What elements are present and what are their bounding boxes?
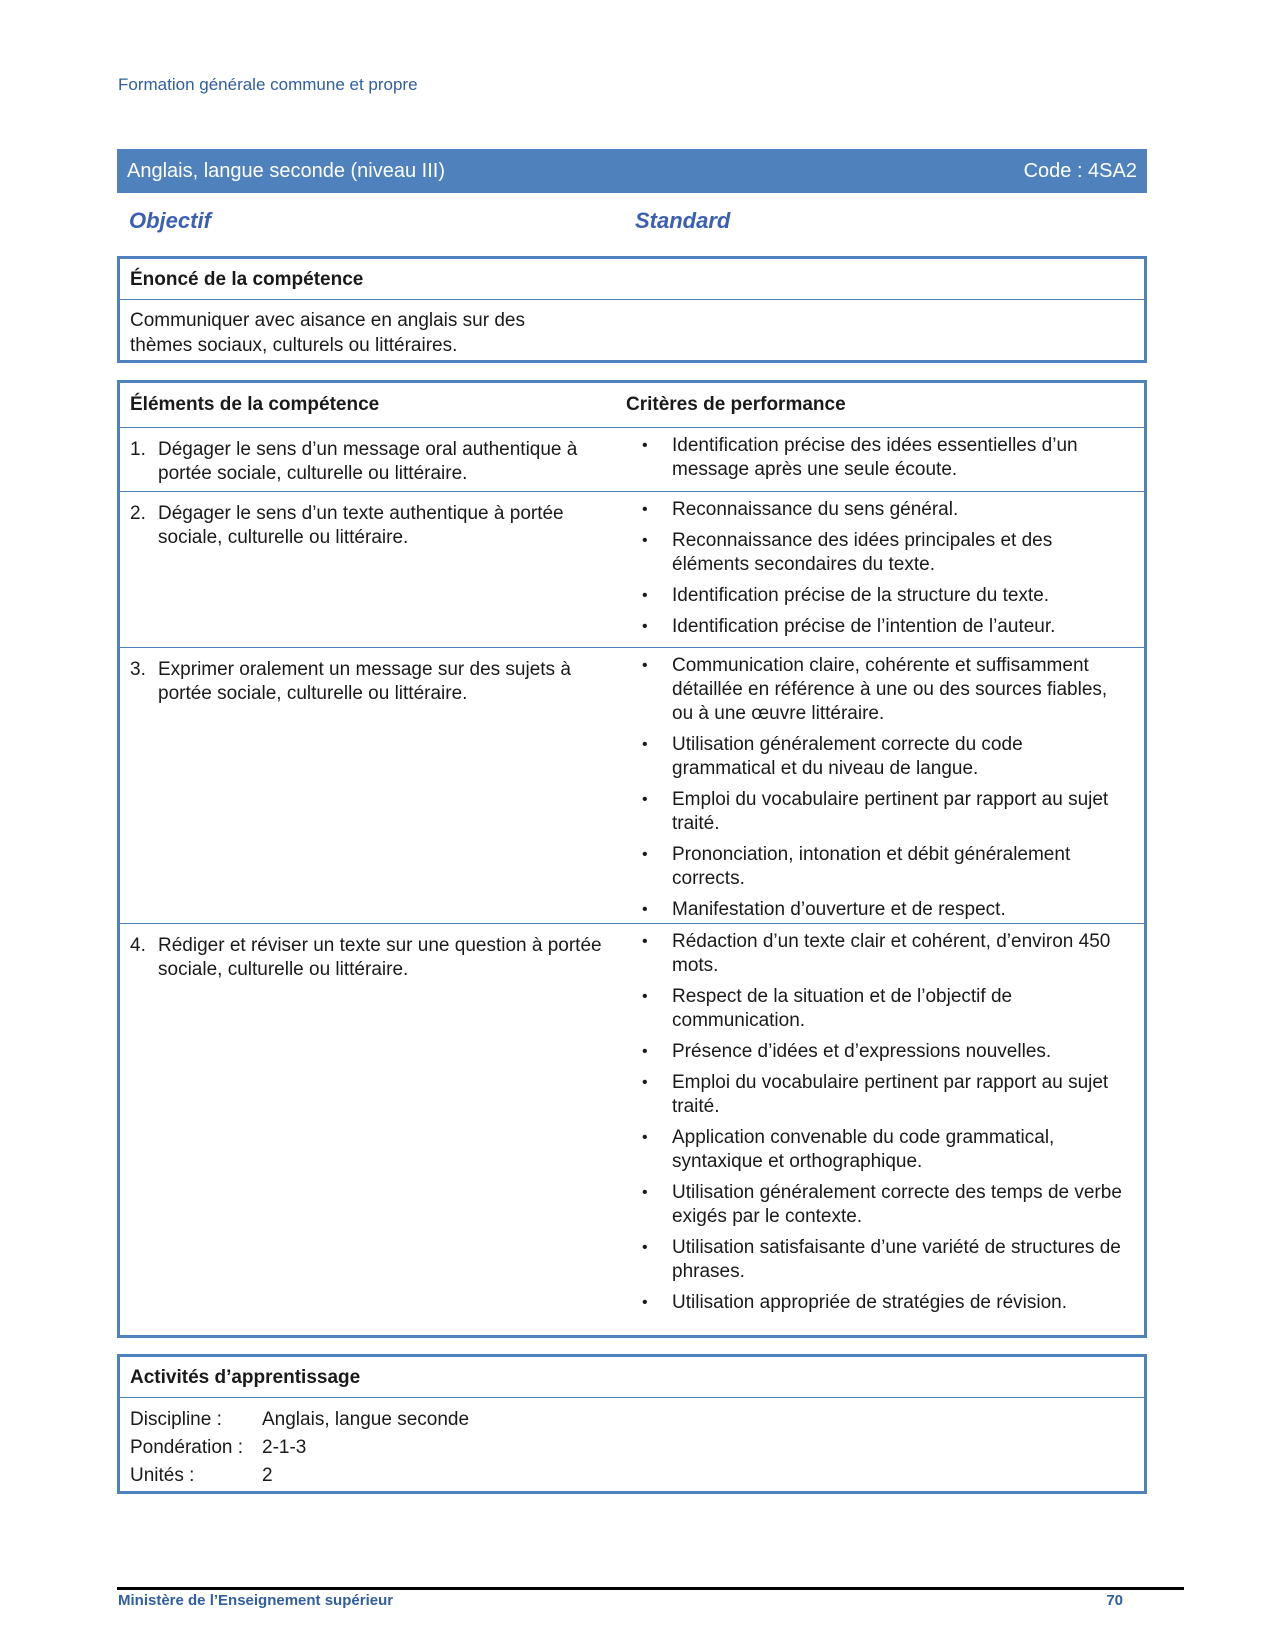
competence-row <box>120 428 1144 492</box>
criterion-item <box>638 985 1128 1033</box>
discipline-value: Anglais, langue seconde <box>262 1409 470 1430</box>
activities-body <box>120 1398 1144 1498</box>
unites-line <box>130 1462 1134 1490</box>
criteria-list <box>638 498 1128 646</box>
criterion-item <box>638 733 1128 781</box>
criterion-item <box>638 930 1128 978</box>
competence-table-header <box>120 383 1144 428</box>
standard-heading: Standard <box>635 208 731 233</box>
competence-rows <box>120 428 1144 1319</box>
criterion-item <box>638 529 1128 577</box>
competence-row <box>120 492 1144 648</box>
criterion-item <box>638 788 1128 836</box>
criterion-item <box>638 1181 1128 1229</box>
bullet-icon: • <box>642 437 648 454</box>
enonce-heading: Énoncé de la compétence <box>120 259 1144 300</box>
element-number: 4. <box>130 935 146 956</box>
page-number: 70 <box>1106 1592 1123 1609</box>
enonce-line-1: Communiquer avec aisance en anglais sur des <box>130 310 525 331</box>
enonce-body <box>120 300 1144 366</box>
element-number: 3. <box>130 659 146 680</box>
criterion-item <box>638 1291 1128 1315</box>
discipline-line <box>130 1406 1134 1434</box>
competence-element <box>130 438 620 486</box>
competence-element <box>130 934 620 982</box>
unites-label: Unités : <box>130 1465 195 1486</box>
bullet-icon: • <box>642 901 648 918</box>
ponderation-label: Pondération : <box>130 1437 244 1458</box>
bullet-icon: • <box>642 1129 648 1146</box>
activities-box <box>117 1354 1147 1494</box>
discipline-label: Discipline : <box>130 1409 222 1430</box>
ponderation-line <box>130 1434 1134 1462</box>
criterion-item <box>638 654 1128 726</box>
criterion-text: Reconnaissance du sens général. <box>672 499 959 520</box>
element-number: 2. <box>130 503 146 524</box>
element-text: Exprimer oralement un message sur des sujets à portée sociale, culturelle ou littéraire. <box>158 659 571 704</box>
criterion-text: Utilisation généralement correcte des temps de verbe exigés par le contexte. <box>672 1182 1122 1227</box>
bullet-icon: • <box>642 1239 648 1256</box>
bullet-icon: • <box>642 988 648 1005</box>
objective-heading: Objectif <box>129 208 211 233</box>
course-code: Code : 4SA2 <box>1023 159 1137 182</box>
criterion-item <box>638 498 1128 522</box>
bullet-icon: • <box>642 736 648 753</box>
criterion-item <box>638 1236 1128 1284</box>
ponderation-value: 2-1-3 <box>262 1437 307 1458</box>
criterion-text: Utilisation généralement correcte du code grammatical et du niveau de langue. <box>672 734 1023 779</box>
bullet-icon: • <box>642 501 648 518</box>
bullet-icon: • <box>642 933 648 950</box>
criterion-item <box>638 434 1128 482</box>
criterion-text: Communication claire, cohérente et suffisamment détaillée en référence à une ou des sources fiables, ou à une œuvre littéraire. <box>672 655 1108 724</box>
element-text: Dégager le sens d’un texte authentique à portée sociale, culturelle ou littéraire. <box>158 503 564 548</box>
activities-heading: Activités d’apprentissage <box>120 1357 1144 1398</box>
criterion-text: Reconnaissance des idées principales et des éléments secondaires du texte. <box>672 530 1053 575</box>
criterion-text: Rédaction d’un texte clair et cohérent, d’environ 450 mots. <box>672 931 1111 976</box>
criterion-text: Utilisation appropriée de stratégies de révision. <box>672 1292 1067 1313</box>
criterion-item <box>638 584 1128 608</box>
criteria-list <box>638 434 1128 489</box>
bullet-icon: • <box>642 846 648 863</box>
program-subtitle: Formation générale commune et propre <box>118 75 418 94</box>
criterion-text: Prononciation, intonation et débit généralement corrects. <box>672 844 1071 889</box>
ministry-name: Ministère de l’Enseignement supérieur <box>118 1592 394 1609</box>
bullet-icon: • <box>642 587 648 604</box>
course-title-bar <box>117 149 1147 193</box>
enonce-box <box>117 256 1147 363</box>
bullet-icon: • <box>642 618 648 635</box>
criterion-item <box>638 898 1128 922</box>
element-text: Dégager le sens d’un message oral authentique à portée sociale, culturelle ou littéraire. <box>158 439 578 484</box>
criterion-item <box>638 843 1128 891</box>
criterion-text: Identification précise de l’intention de l’auteur. <box>672 616 1056 637</box>
criterion-text: Emploi du vocabulaire pertinent par rapport au sujet traité. <box>672 1072 1109 1117</box>
competence-element <box>130 502 620 550</box>
competence-row <box>120 648 1144 924</box>
criterion-text: Identification précise de la structure du texte. <box>672 585 1050 606</box>
unites-value: 2 <box>262 1465 273 1486</box>
element-text: Rédiger et réviser un texte sur une question à portée sociale, culturelle ou littéraire. <box>158 935 602 980</box>
enonce-line-2: thèmes sociaux, culturels ou littéraires. <box>130 335 458 356</box>
criterion-text: Application convenable du code grammatical, syntaxique et orthographique. <box>672 1127 1055 1172</box>
criterion-text: Présence d’idées et d’expressions nouvelles. <box>672 1041 1052 1062</box>
bullet-icon: • <box>642 532 648 549</box>
bullet-icon: • <box>642 791 648 808</box>
criteria-column-header: Critères de performance <box>626 394 846 415</box>
bullet-icon: • <box>642 1184 648 1201</box>
bullet-icon: • <box>642 1074 648 1091</box>
bullet-icon: • <box>642 1294 648 1311</box>
footer <box>118 1592 1123 1609</box>
criterion-item <box>638 1071 1128 1119</box>
course-title: Anglais, langue seconde (niveau III) <box>127 159 445 182</box>
criterion-text: Identification précise des idées essentielles d’un message après une seule écoute. <box>672 435 1078 480</box>
criterion-text: Respect de la situation et de l’objectif de communication. <box>672 986 1013 1031</box>
criterion-text: Utilisation satisfaisante d’une variété de structures de phrases. <box>672 1237 1121 1282</box>
criterion-item <box>638 1126 1128 1174</box>
criteria-list <box>638 930 1128 1322</box>
element-number: 1. <box>130 439 146 460</box>
criterion-text: Manifestation d’ouverture et de respect. <box>672 899 1006 920</box>
competence-row <box>120 924 1144 1319</box>
criterion-item <box>638 1040 1128 1064</box>
criteria-list <box>638 654 1128 929</box>
competence-element <box>130 658 620 706</box>
criterion-text: Emploi du vocabulaire pertinent par rapport au sujet traité. <box>672 789 1109 834</box>
footer-rule <box>117 1587 1184 1590</box>
criterion-item <box>638 615 1128 639</box>
bullet-icon: • <box>642 657 648 674</box>
elements-column-header: Éléments de la compétence <box>130 394 380 415</box>
bullet-icon: • <box>642 1043 648 1060</box>
competence-table <box>117 380 1147 1338</box>
